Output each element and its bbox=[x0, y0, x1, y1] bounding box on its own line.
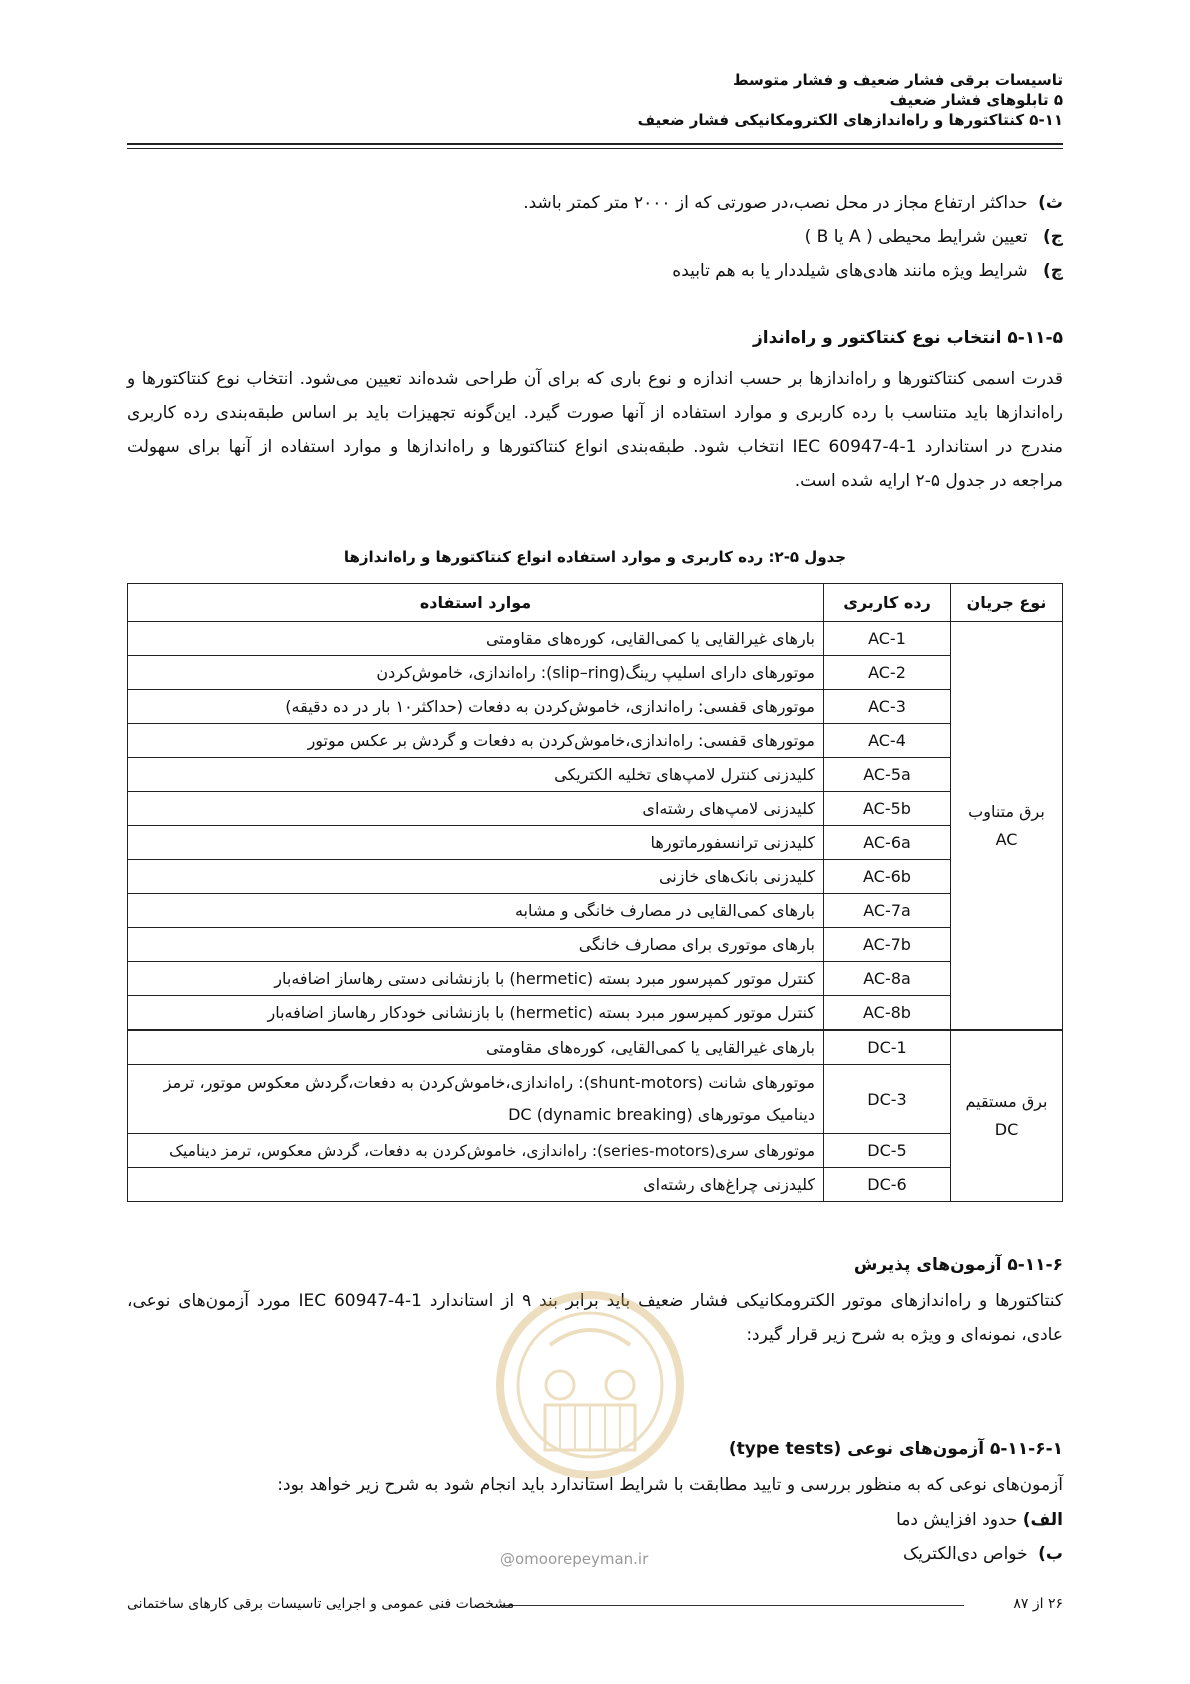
table-row: AC-7a بارهای کمی‌القایی در مصارف خانگی و مشابه bbox=[128, 894, 1063, 928]
top-list bbox=[123, 186, 1063, 288]
running-header bbox=[123, 70, 1063, 130]
list-item: ب) خواص دی‌الکتریک bbox=[902, 1544, 1063, 1564]
table-row: AC-6a کلیدزنی ترانسفورماتورها bbox=[128, 826, 1063, 860]
footer-rule bbox=[500, 1605, 964, 1606]
table-row: AC-5b کلیدزنی لامپ‌های رشته‌ای bbox=[128, 792, 1063, 826]
section-paragraph-6-1: آزمون‌های نوعی که به منظور بررسی و تایید مطابقت با شرایط استاندارد باید انجام شود به شرح زیر خواهد بود: bbox=[277, 1475, 1063, 1495]
table-row: AC-2 موتورهای دارای اسلیپ رینگ(slip–ring): راه‌اندازی، خاموش‌کردن bbox=[128, 656, 1063, 690]
table-row: برق متناوب AC AC-1 بارهای غیرالقایی یا کمی‌القایی، کوره‌های مقاومتی bbox=[128, 622, 1063, 656]
table-row: DC-5 موتورهای سری(series-motors): راه‌اندازی، خاموش‌کردن به دفعات، گردش معکوس، ترمز دینامیک bbox=[128, 1134, 1063, 1168]
tests-list bbox=[123, 1503, 1063, 1571]
usage-category-table bbox=[127, 583, 1063, 1202]
table-row: برق مستقیم DC DC-1 بارهای غیرالقایی یا کمی‌القایی، کوره‌های مقاومتی bbox=[128, 1030, 1063, 1065]
header-line-1: تاسیسات برقی فشار ضعیف و فشار متوسط bbox=[732, 71, 1063, 89]
list-item: چ) شرایط ویژه مانند هادی‌های شیلددار یا به هم تابیده bbox=[672, 261, 1063, 281]
section-heading-6: ۵-۱۱-۶ آزمون‌های پذیرش bbox=[853, 1255, 1063, 1275]
list-item: الف) حدود افزایش دما bbox=[896, 1510, 1063, 1530]
header-line-2: ۵ تابلوهای فشار ضعیف bbox=[889, 91, 1063, 109]
dc-current-cell: برق مستقیم DC bbox=[951, 1030, 1063, 1202]
footer-page-number: ۲۶ از ۸۷ bbox=[1013, 1596, 1063, 1612]
table-caption: جدول ۵-۲: رده کاربری و موارد استفاده انواع کنتاکتورها و راه‌اندازها bbox=[343, 548, 847, 566]
table-row: AC-3 موتورهای قفسی: راه‌اندازی، خاموش‌کردن به دفعات (حداکثر۱۰ بار در ده دقیقه) bbox=[128, 690, 1063, 724]
header-rule bbox=[127, 143, 1063, 145]
section-heading-6-1: ۵-۱۱-۶-۱ آزمون‌های نوعی (type tests) bbox=[728, 1439, 1063, 1459]
header-usage: موارد استفاده bbox=[128, 584, 824, 622]
footer-title: مشخصات فنی عمومی و اجرایی تاسیسات برقی کارهای ساختمانی bbox=[127, 1596, 515, 1612]
table-row: AC-6b کلیدزنی بانک‌های خازنی bbox=[128, 860, 1063, 894]
table-row: AC-8a کنترل موتور کمپرسور مبرد بسته (hermetic) با بازنشانی دستی رهاساز اضافه‌بار bbox=[128, 962, 1063, 996]
header-category: رده کاربری bbox=[824, 584, 951, 622]
table-row: AC-8b کنترل موتور کمپرسور مبرد بسته (hermetic) با بازنشانی خودکار رهاساز اضافه‌بار bbox=[128, 996, 1063, 1031]
watermark-url: @omoorepeyman.ir bbox=[500, 1550, 649, 1568]
table-row: AC-4 موتورهای قفسی: راه‌اندازی،خاموش‌کردن به دفعات و گردش بر عکس موتور bbox=[128, 724, 1063, 758]
table-row: AC-7b بارهای موتوری برای مصارف خانگی bbox=[128, 928, 1063, 962]
section-heading-5: ۵-۱۱-۵ انتخاب نوع کنتاکتور و راه‌انداز bbox=[752, 328, 1063, 348]
header-rule-thin bbox=[127, 148, 1063, 149]
table-row: DC-3 موتورهای شانت (shunt-motors): راه‌اندازی،خاموش‌کردن به دفعات،گردش معکوس موتور، ترمز دینامیک موتورهای DC (dynamic breaking) bbox=[128, 1065, 1063, 1134]
header-current-type: نوع جریان bbox=[951, 584, 1063, 622]
header-line-3: ۵-۱۱ کنتاکتورها و راه‌اندازهای الکترومکانیکی فشار ضعیف bbox=[637, 111, 1063, 129]
ac-current-cell: برق متناوب AC bbox=[951, 622, 1063, 1031]
list-item: ج) تعیین شرایط محیطی ( A یا B ) bbox=[804, 227, 1063, 247]
section-paragraph-5: قدرت اسمی کنتاکتورها و راه‌اندازها بر حسب اندازه و نوع باری که برای آن طراحی شده‌اند تعیین می‌شود. انتخاب نوع کنتاکتورها و راه‌اندازها باید متناسب با رده کاربری و موارد استفاده از آنها صورت گیرد. این‌گونه تجهیزات باید بر اساس طبقه‌بندی رده کاربری مندرج در استاندارد IEC 60947-4-1 انتخاب شود. طبقه‌بندی انواع کنتاکتورها و راه‌اندازها و موارد استفاده از آنها برای سهولت مراجعه در جدول ۵-۲ ارایه شده است. bbox=[127, 369, 1063, 491]
table-row: DC-6 کلیدزنی چراغ‌های رشته‌ای bbox=[128, 1168, 1063, 1202]
table-header-row bbox=[128, 584, 1063, 622]
table-row: AC-5a کلیدزنی کنترل لامپ‌های تخلیه الکتریکی bbox=[128, 758, 1063, 792]
list-item: ث) حداکثر ارتفاع مجاز در محل نصب،در صورتی که از ۲۰۰۰ متر کمتر باشد. bbox=[523, 193, 1063, 213]
section-paragraph-6: کنتاکتورها و راه‌اندازهای موتور الکترومکانیکی فشار ضعیف باید برابر بند ۹ از استاندارد IEC 60947-4-1 مورد آزمون‌های نوعی، عادی، نمونه‌ای و ویژه به شرح زیر قرار گیرد: bbox=[127, 1291, 1063, 1345]
